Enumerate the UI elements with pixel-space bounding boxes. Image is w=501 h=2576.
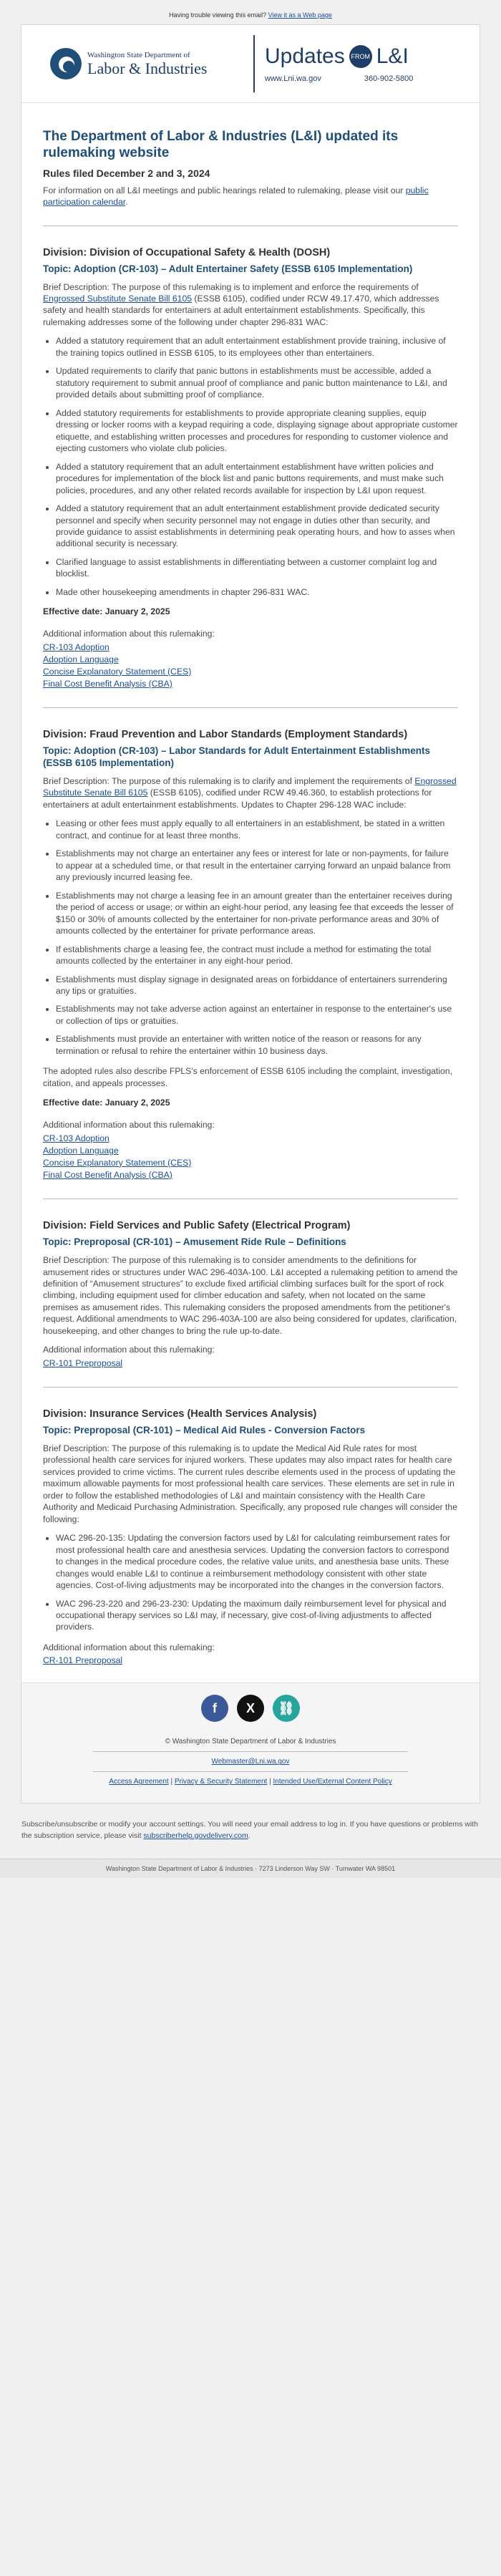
- info-links: [43, 1655, 458, 1667]
- list-item: • Added a statutory requirement that an adult entertainment establishment have written policies and procedures for implementation of the block list and panic buttons requirements, and must make such policies, procedures, and any other related records available for inspection by L&I upon request.: [56, 461, 458, 496]
- list-item: • If establishments charge a leasing fee, the contract must include a method for estimating the total amounts collected by the entertainer in any eight-hour period.: [56, 944, 458, 967]
- enforcement-paragraph: The adopted rules also describe FPLS's enforcement of ESSB 6105 including the complaint, investigation, citation, and appeals processes.: [43, 1066, 453, 1088]
- copyright: © Washington State Department of Labor & Industries: [165, 1738, 336, 1746]
- email-header: [21, 25, 480, 103]
- public-participation-calendar-link[interactable]: public participation calendar: [43, 185, 429, 208]
- divider: [43, 707, 458, 708]
- bullet-list: [43, 335, 458, 598]
- additional-info-label: Additional information about this rulemaking:: [43, 1345, 215, 1355]
- policy-links: Access Agreement | Privacy & Security Statement | Intended Use/External Content Policy: [109, 1778, 392, 1786]
- list-item: • WAC 296-23-220 and 296-23-230: Updating the maximum daily reimbursement level for physical and occupational therapy services so L&I may, if necessary, give cost-of-living adjustments to affected providers.: [56, 1598, 458, 1633]
- topic-heading: Topic: Preproposal (CR-101) – Amusement Ride Rule – Definitions: [43, 1236, 346, 1248]
- list-item: • Added a statutory requirement that an adult entertainment establishment provide dedicated security personnel and specify when security personnel may not engage in duties other than security, and provide guidance to assist establishments in determining peak operating hours, and how to asses when additional security is necessary.: [56, 503, 458, 550]
- list-item: • Clarified language to assist establishments in differentiating between a customer complaint log and blocklist.: [56, 556, 458, 580]
- list-item: • Establishments must display signage in designated areas on forbiddance of entertainers surrendering any tips or gratuities.: [56, 974, 458, 997]
- updates-brand: [265, 44, 480, 83]
- topic-heading: Topic: Adoption (CR-103) – Labor Standards for Adult Entertainment Establishments (ESSB 6105 Implementation): [43, 745, 431, 769]
- info-links: [43, 641, 458, 690]
- subscription-text: Subscribe/unsubscribe or modify your account settings. You will need your email address to log in. If you have questions or problems with the subscription service, please visit: [21, 1820, 478, 1840]
- division-heading: Division: Field Services and Public Safety (Electrical Program): [43, 1220, 351, 1232]
- footer-divider: [93, 1771, 408, 1772]
- li-title: L&I: [376, 44, 409, 68]
- topic-heading: Topic: Preproposal (CR-101) – Medical Aid Rules - Conversion Factors: [43, 1425, 366, 1436]
- privacy-security-link[interactable]: Privacy & Security Statement: [174, 1778, 268, 1786]
- cba-link[interactable]: Final Cost Benefit Analysis (CBA): [43, 1169, 172, 1180]
- essb-6105-link[interactable]: Engrossed Substitute Senate Bill 6105: [43, 775, 457, 798]
- essb-6105-link[interactable]: Engrossed Substitute Senate Bill 6105: [43, 294, 193, 304]
- phone-number: 360-902-5800: [364, 74, 414, 83]
- email-card: [21, 24, 480, 1803]
- additional-info-label: Additional information about this rulemaking:: [43, 629, 215, 639]
- email-content: [21, 129, 480, 1682]
- list-item: • Establishments may not charge an entertainer any fees or interest for late or non-payments, for failure to appear at a scheduled time, or that result in the entertainer carrying forward an unpaid balance from any previously incurred leasing fee.: [56, 848, 458, 883]
- x-icon[interactable]: X: [237, 1695, 264, 1722]
- brief-description: Brief Description: The purpose of this rulemaking is to update the Medical Aid Rule rates for most professional health care services for injured workers. These updates may also impact rates for health care services provided to crime victims. The current rules describe elements used in the process of updating the maximum allowable payments for most professional health care services. These elements are set in rule in order to follow the established methodologies of L&I and maintain consistency with the Health Care Authority and Medicaid Purchasing Administration. Specifically, any proposed rule changes will consider the following:: [43, 1443, 457, 1524]
- bullet-list: [43, 1532, 458, 1633]
- division-heading: Division: Division of Occupational Safety & Health (DOSH): [43, 246, 331, 258]
- list-item: • Made other housekeeping amendments in chapter 296-831 WAC.: [56, 586, 458, 598]
- rules-filed: Rules filed December 2 and 3, 2024: [43, 167, 210, 179]
- effective-date: Effective date: January 2, 2025: [43, 1098, 170, 1108]
- division-heading: Division: Insurance Services (Health Services Analysis): [43, 1408, 317, 1420]
- brief-description: Brief Description: The purpose of this rulemaking is to consider amendments to the definitions for amusement rides or structures under WAC 296-403A-100. L&I accepted a rulemaking petition to amend the definition of “Amusement structures” to exclude fixed artificial climbing surfaces built for the sport of rock climbing, including equipment used for climber education and safety, when not located on the same premises as amusement rides. This rulemaking considers the proposed amendments from the petitioner's request. Additional amendments to WAC 296-403A-100 are also being considered for updates, clarification, housekeeping, and other changes to bring the rule up-to-date.: [43, 1255, 458, 1336]
- page-title: The Department of Labor & Industries (L&I) updated its rulemaking website: [43, 129, 399, 160]
- address-bar: Washington State Department of Labor & Industries · 7273 Linderson Way SW · Tumwater WA 98501: [0, 1859, 501, 1878]
- list-item: • Establishments may not take adverse action against an entertainer in response to the entertainer's use or collection of tips or gratuities.: [56, 1003, 458, 1027]
- info-links: [43, 1133, 458, 1181]
- additional-info-label: Additional information about this rulemaking:: [43, 1642, 215, 1652]
- view-web-page-link[interactable]: View it as a Web page: [268, 11, 332, 19]
- adoption-language-link[interactable]: Adoption Language: [43, 1145, 119, 1156]
- brief-description: Brief Description: The purpose of this rulemaking is to clarify and implement the requirements of Engrossed Substitute Senate Bill 6105 (ESSB 6105), codified under RCW 49.46.360, to establish protections for entertainers at adult entertainment establishments. Updates to Chapter 296-128 WAC include:: [43, 775, 457, 810]
- info-links: [43, 1357, 458, 1370]
- cr-101-preproposal-link[interactable]: CR-101 Preproposal: [43, 1357, 123, 1368]
- top-notice: [0, 0, 501, 24]
- access-agreement-link[interactable]: Access Agreement: [109, 1778, 169, 1786]
- list-item: • Updated requirements to clarify that panic buttons in establishments must be accessible, added a statutory requirement to submit annual proof of compliance and panic button maintenance to L&I, and provided details about submitting proof of compliance.: [56, 365, 458, 400]
- email-footer: [21, 1682, 480, 1803]
- list-item: • Added statutory requirements for establishments to provide appropriate cleaning supplies, equip dressing or locker rooms with a keypad requiring a code, displaying signage about appropriate customer etiquette, and establishing written processes and procedures for responding to customer violence and ejecting customers who violate club policies.: [56, 407, 458, 455]
- divider: [43, 1387, 458, 1388]
- facebook-icon[interactable]: f: [201, 1695, 228, 1722]
- webmaster-email-link[interactable]: Webmaster@Lni.wa.gov: [211, 1758, 290, 1766]
- brand: [21, 48, 243, 79]
- intended-use-policy-link[interactable]: Intended Use/External Content Policy: [273, 1778, 392, 1786]
- site-url: www.Lni.wa.gov: [265, 74, 321, 83]
- list-item: • Added a statutory requirement that an adult entertainment establishment provide training, inclusive of the training topics outlined in ESSB 6105, to its employees other than entertainers.: [56, 335, 458, 359]
- topic-heading: Topic: Adoption (CR-103) – Adult Entertainer Safety (ESSB 6105 Implementation): [43, 263, 413, 274]
- adoption-language-link[interactable]: Adoption Language: [43, 654, 119, 664]
- cr-103-adoption-link[interactable]: CR-103 Adoption: [43, 1133, 110, 1143]
- division-heading: Division: Fraud Prevention and Labor Standards (Employment Standards): [43, 729, 408, 741]
- subscriber-help-link[interactable]: subscriberhelp.govdelivery.com: [143, 1831, 248, 1840]
- ces-link[interactable]: Concise Explanatory Statement (CES): [43, 666, 192, 677]
- org-small: Washington State Department of: [87, 51, 190, 60]
- list-item: • WAC 296-20-135: Updating the conversion factors used by L&I for calculating reimbursement rates for most professional health care and anesthesia services. Updating the conversion factors to correspond to changes in the medical procedure codes, the relative value units, and anesthesia base units. These changes would enable L&I to continue a reimbursement methodology consistent with other state agencies. Cost-of-living adjustments may be incorporated into the changes in the conversion factors.: [56, 1532, 458, 1591]
- from-badge: FROM: [349, 45, 372, 68]
- list-item: • Establishments must provide an entertainer with written notice of the reason or reasons for any termination or refusal to rehire the entertainer within 10 business days.: [56, 1033, 458, 1057]
- org-big: Labor & Industries: [87, 59, 208, 77]
- cr-101-preproposal-link[interactable]: CR-101 Preproposal: [43, 1655, 123, 1666]
- header-divider: [253, 35, 255, 92]
- brief-description: Brief Description: The purpose of this rulemaking is to implement and enforce the requirements of Engrossed Substitute Senate Bill 6105 (ESSB 6105), codified under RCW 49.17.470, which addresses safety and health standards for entertainers at adult entertainment establishments. Specifically, this rulemaking addresses some of the following under chapter 296-831 WAC:: [43, 281, 439, 327]
- additional-info-label: Additional information about this rulemaking:: [43, 1120, 215, 1130]
- cba-link[interactable]: Final Cost Benefit Analysis (CBA): [43, 679, 172, 689]
- bullet-list: [43, 818, 458, 1057]
- subscription-notice: Subscribe/unsubscribe or modify your account settings. You will need your email address to log in. If you have questions or problems with the subscription service, please visit subscriberhelp.govdelivery.com.: [21, 1820, 478, 1840]
- wa-lni-logo-icon: [50, 48, 82, 79]
- link-icon[interactable]: ⛓: [273, 1695, 300, 1722]
- effective-date: Effective date: January 2, 2025: [43, 606, 170, 617]
- cr-103-adoption-link[interactable]: CR-103 Adoption: [43, 641, 110, 652]
- footer-divider: [93, 1751, 408, 1752]
- top-notice-text: Having trouble viewing this email?: [169, 11, 267, 19]
- list-item: • Establishments may not charge a leasing fee in an amount greater than the entertainer receives during the period of access or usage; or within an eight-hour period, any leasing fee that exceeds the lesser of $150 or 30% of amounts collected by the entertainer for non-private performance areas and 30% of amounts collected by the entertainer for private performance areas.: [56, 890, 458, 937]
- updates-title: Updates: [265, 44, 345, 68]
- list-item: • Leasing or other fees must apply equally to all entertainers in an establishment, be stated in a written contract, and continue for at least three months.: [56, 818, 458, 841]
- ces-link[interactable]: Concise Explanatory Statement (CES): [43, 1157, 192, 1168]
- intro-paragraph: For information on all L&I meetings and public hearings related to rulemaking, please visit our public participation calendar.: [43, 185, 429, 208]
- social-links: [21, 1695, 480, 1722]
